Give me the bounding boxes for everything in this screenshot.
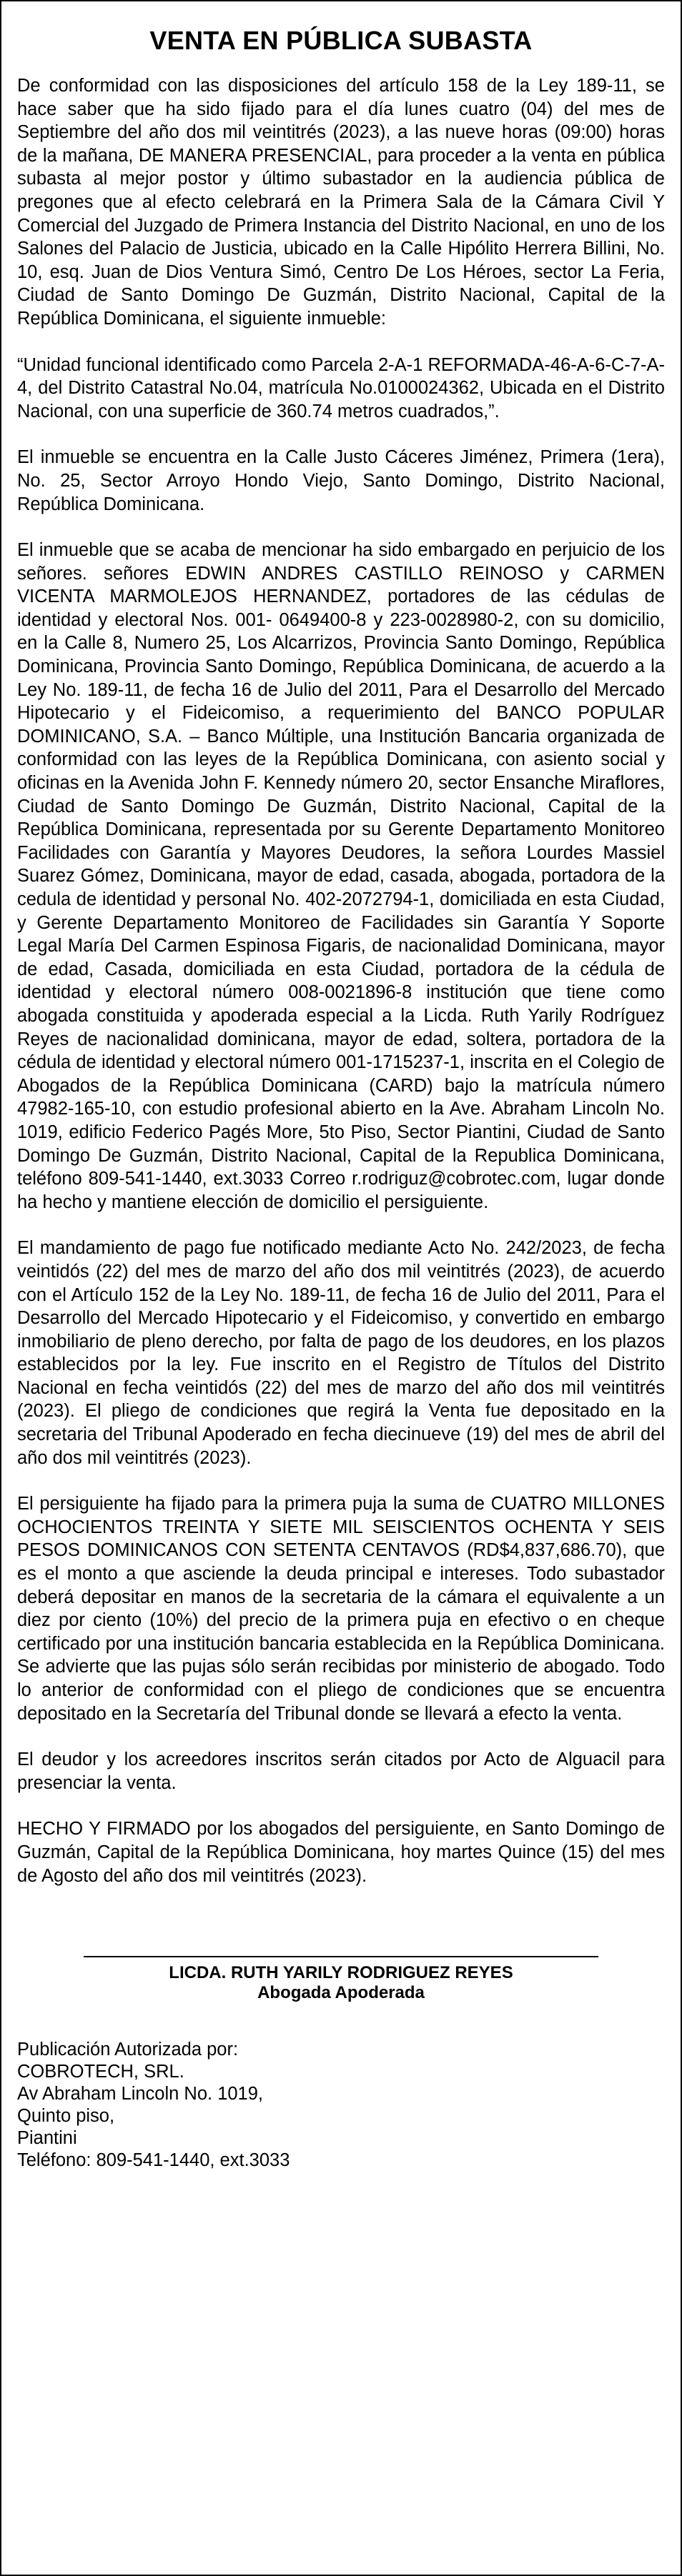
publication-line: Publicación Autorizada por: (17, 2040, 239, 2060)
paragraph-auction-announcement: De conformidad con las disposiciones del artículo 158 de la Ley 189-11, se hace saber que ha sido fijado para el día lunes cuatro (04) del mes de Septiembre del año dos mil veintitrés (2023), a las nueve horas (09:00) horas de la mañana, DE MANERA PRESENCIAL, para proceder a la venta en pública subasta al mejor postor y último subastador en la audiencia pública de pregones que al efecto celebrará en la Primera Sala de la Cámara Civil Y Comercial del Juzgado de Primera Instancia del Distrito Nacional, en uno de los Salones del Palacio de Justicia, ubicado en la Calle Hipólito Herrera Billini, No. 10, esq. Juan de Dios Ventura Simó, Centro De Los Héroes, sector La Feria, Ciudad de Santo Domingo De Guzmán, Distrito Nacional, Capital de la República Dominicana, el siguiente inmueble: (17, 76, 665, 329)
notice-title: VENTA EN PÚBLICA SUBASTA (149, 26, 533, 55)
signatory-name: LICDA. RUTH YARILY RODRIGUEZ REYES (169, 1963, 513, 1983)
paragraph-first-bid: El persiguiente ha fijado para la primera puja la suma de CUATRO MILLONES OCHOCIENTOS TREINTA Y SIETE MIL SEISCIENTOS OCHENTA Y SEIS PESOS DOMINICANOS CON SETENTA CENTAVOS (RD$4,837,686.70), que es el monto a que asciende la deuda principal e intereses. Todo subastador deberá depositar en manos de la secretaria de la cámara el equivalente a un diez por ciento (10%) del precio de la primera puja en efectivo o en cheque certificado por una institución bancaria establecida en la República Dominicana. Se advierte que las pujas sólo serán recibidas por ministerio de abogado. Todo lo anterior de conformidad con el pliego de condiciones que se encuentra depositado en la Secretaría del Tribunal donde se llevará a efecto la venta. (17, 1494, 665, 1724)
signature-block (17, 1956, 665, 2003)
publication-sector: Piantini (17, 2128, 77, 2149)
publication-company: COBROTECH, SRL. (17, 2062, 184, 2082)
signature-line (84, 1956, 598, 1957)
paragraph-seizure-details: El inmueble que se acaba de mencionar ha sido embargado en perjuicio de los señores. señores EDWIN ANDRES CASTILLO REINOSO y CARMEN VICENTA MARMOLEJOS HERNANDEZ, portadores de las cédulas de identidad y electoral Nos. 001- 0649400-8 y 223-0028980-2, con su domicilio, en la Calle 8, Numero 25, Los Alcarrizos, Provincia Santo Domingo, República Dominicana, Provincia Santo Domingo, República Dominicana, de acuerdo a la Ley No. 189-11, de fecha 16 de Julio del 2011, Para el Desarrollo del Mercado Hipotecario y el Fideicomiso, a requerimiento del BANCO POPULAR DOMINICANO, S.A. – Banco Múltiple, una Institución Bancaria organizada de conformidad con las leyes de la República Dominicana, con asiento social y oficinas en la Avenida John F. Kennedy número 20, sector Ensanche Miraflores, Ciudad de Santo Domingo De Guzmán, Distrito Nacional, Capital de la República Dominicana, representada por su Gerente Departamento Monitoreo Facilidades con Garantía y Mayores Deudores, la señora Lourdes Massiel Suarez Gómez, Dominicana, mayor de edad, casada, abogada, portadora de la cedula de identidad y personal No. 402-2072794-1, domiciliada en esta Ciudad, y Gerente Departamento Monitoreo de Facilidades sin Garantía Y Soporte Legal María Del Carmen Espinosa Figaris, de nacionalidad Dominicana, mayor de edad, Casada, domiciliada en esta Ciudad, portadora de la cédula de identidad y electoral número 008-0021896-8 institución que tiene como abogada constituida y apoderada especial a la Licda. Ruth Yarily Rodríguez Reyes de nacionalidad dominicana, mayor de edad, soltera, portadora de la cédula de identidad y electoral número 001-1715237-1, inscrita en el Colegio de Abogados de la República Dominicana (CARD) bajo la matrícula número 47982-165-10, con estudio profesional abierto en la Ave. Abraham Lincoln No. 1019, edificio Federico Pagés More, 5to Piso, Sector Piantini, Ciudad de Santo Domingo De Guzmán, Distrito Nacional, Capital de la Republica Dominicana, teléfono 809-541-1440, ext.3033 Correo r.rodriguz@cobrotec.com, lugar donde ha hecho y mantiene elección de domicilio el persiguiente. (17, 540, 665, 1212)
publication-info (17, 2039, 665, 2172)
paragraph-creditors-summons: El deudor y los acreedores inscritos serán citados por Acto de Alguacil para presenciar la venta. (17, 1749, 665, 1793)
publication-address: Av Abraham Lincoln No. 1019, (17, 2084, 264, 2105)
signatory-role: Abogada Apoderada (257, 1983, 425, 2003)
publication-floor: Quinto piso, (17, 2106, 115, 2127)
paragraph-property-description: “Unidad funcional identificado como Parcela 2-A-1 REFORMADA-46-A-6-C-7-A-4, del Distrito Catastral No.04, matrícula No.0100024362, Ubicada en el Distrito Nacional, con una superficie de 360.74 metros cuadrados,”. (17, 354, 665, 421)
paragraph-property-location: El inmueble se encuentra en la Calle Justo Cáceres Jiménez, Primera (1era), No. 25, Sector Arroyo Hondo Viejo, Santo Domingo, Distrito Nacional, República Dominicana. (17, 447, 665, 514)
paragraph-payment-order: El mandamiento de pago fue notificado mediante Acto No. 242/2023, de fecha veintidós (22) del mes de marzo del año dos mil veintitrés (2023), de acuerdo con el Artículo 152 de la Ley No. 189-11, de fecha 16 de Julio del 2011, Para el Desarrollo del Mercado Hipotecario y el Fideicomiso, y convertido en embargo inmobiliario de pleno derecho, por falta de pago de los deudores, en los plazos establecidos por la ley. Fue inscrito en el Registro de Títulos del Distrito Nacional en fecha veintidós (22) del mes de marzo del año dos mil veintitrés (2023). El pliego de condiciones que regirá la Venta fue depositado en la secretaria del Tribunal Apoderado en fecha diecinueve (19) del mes de abril del año dos mil veintitrés (2023). (17, 1238, 665, 1468)
paragraph-signed-statement: HECHO Y FIRMADO por los abogados del persiguiente, en Santo Domingo de Guzmán, Capital de la República Dominicana, hoy martes Quince (15) del mes de Agosto del año dos mil veintitrés (2023). (17, 1819, 665, 1886)
publication-phone: Teléfono: 809-541-1440, ext.3033 (17, 2150, 290, 2171)
